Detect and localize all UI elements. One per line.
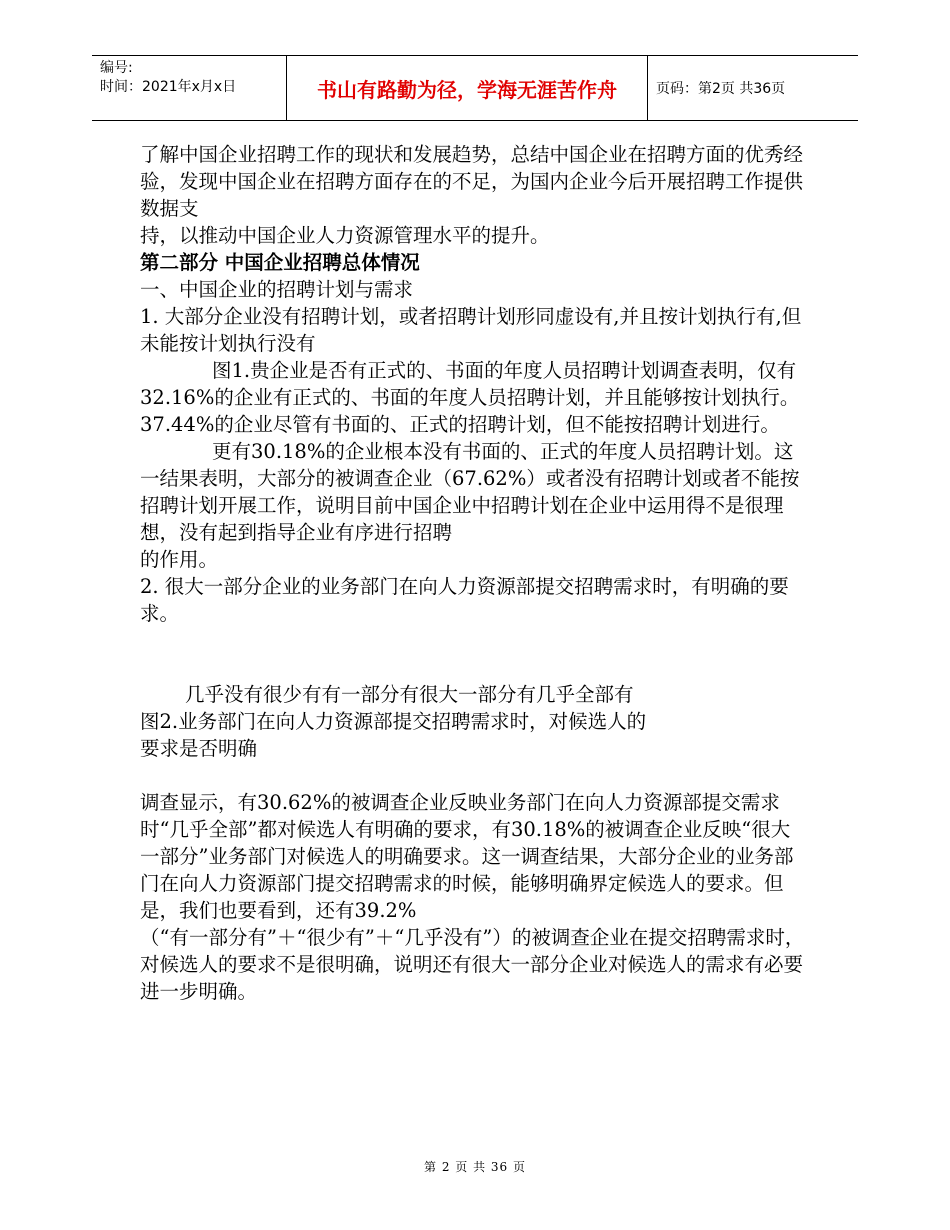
- paragraph-survey: 调查显示，有30.62%的被调查企业反映业务部门在向人力资源部提交需求时“几乎全部”都对候选人有明确的要求，有30.18%的被调查企业反映“很大一部分”业务部门对候选人的明确要求。这一调查结果，大部分企业的业务部门在向人力资源部门提交招聘需求的时候，能够明确界定候选人的要求。但是，我们也要看到，还有39.2%: [140, 791, 794, 922]
- list-item-2: 2. 很大一部分企业的业务部门在向人力资源部提交招聘需求时，有明确的要求。: [140, 575, 789, 625]
- chart-placeholder-gap: [140, 627, 805, 681]
- header-number-label: 编号:: [100, 60, 133, 76]
- paragraph-survey-end: （“有一部分有”＋“很少有”＋“几乎没有”）的被调查企业在提交招聘需求时，对候选人的要求不是很明确，说明还有很大一部分企业对候选人的需求有必要进一步明确。: [140, 926, 805, 1003]
- intro-line-1: 了解中国企业招聘工作的现状和发展趋势，总结中国企业在招聘方面的优秀经: [140, 143, 804, 166]
- figure2-caption-line2: 要求是否明确: [140, 737, 258, 760]
- chart-category-labels: 几乎没有很少有有一部分有很大一部分有几乎全部有: [185, 683, 634, 706]
- list-item-1: 1. 大部分企业没有招聘计划，或者招聘计划形同虚设有,并且按计划执行有,但未能按计划执行没有: [140, 305, 802, 355]
- subsection-heading: 一、中国企业的招聘计划与需求: [140, 278, 414, 301]
- intro-line-2: 验，发现中国企业在招聘方面存在的不足，为国内企业今后开展招聘工作提供数据支: [140, 170, 804, 220]
- section-heading: 第二部分 中国企业招聘总体情况: [140, 251, 420, 274]
- document-body: [140, 141, 805, 1005]
- header-motto: 书山有路勤为径，学海无涯苦作舟: [287, 56, 648, 120]
- paragraph-figure1: 图1.贵企业是否有正式的、书面的年度人员招聘计划调查表明，仅有32.16%的企业有正式的、书面的年度人员招聘计划，并且能够按计划执行。37.44%的企业尽管有书面的、正式的招聘计划，但不能按招聘计划进行。: [140, 359, 800, 436]
- paragraph-conclusion1: 更有30.18%的企业根本没有书面的、正式的年度人员招聘计划。这一结果表明，大部分的被调查企业（67.62%）或者没有招聘计划或者不能按招聘计划开展工作，说明目前中国企业中招聘计划在企业中运用得不是很理想，没有起到指导企业有序进行招聘: [140, 440, 800, 544]
- spacer: [140, 762, 805, 789]
- page-header: [92, 55, 858, 121]
- paragraph-conclusion1-end: 的作用。: [140, 548, 219, 571]
- page-footer: 第 2 页 共 36 页: [424, 1160, 526, 1174]
- header-page-info: 页码：第2页 共36页: [656, 81, 786, 97]
- figure2-caption-line1: 图2.业务部门在向人力资源部提交招聘需求时，对候选人的: [140, 710, 647, 733]
- header-time-label: 时间：2021年x月x日: [100, 79, 237, 95]
- header-meta: [92, 56, 287, 120]
- intro-line-3: 持，以推动中国企业人力资源管理水平的提升。: [140, 224, 550, 247]
